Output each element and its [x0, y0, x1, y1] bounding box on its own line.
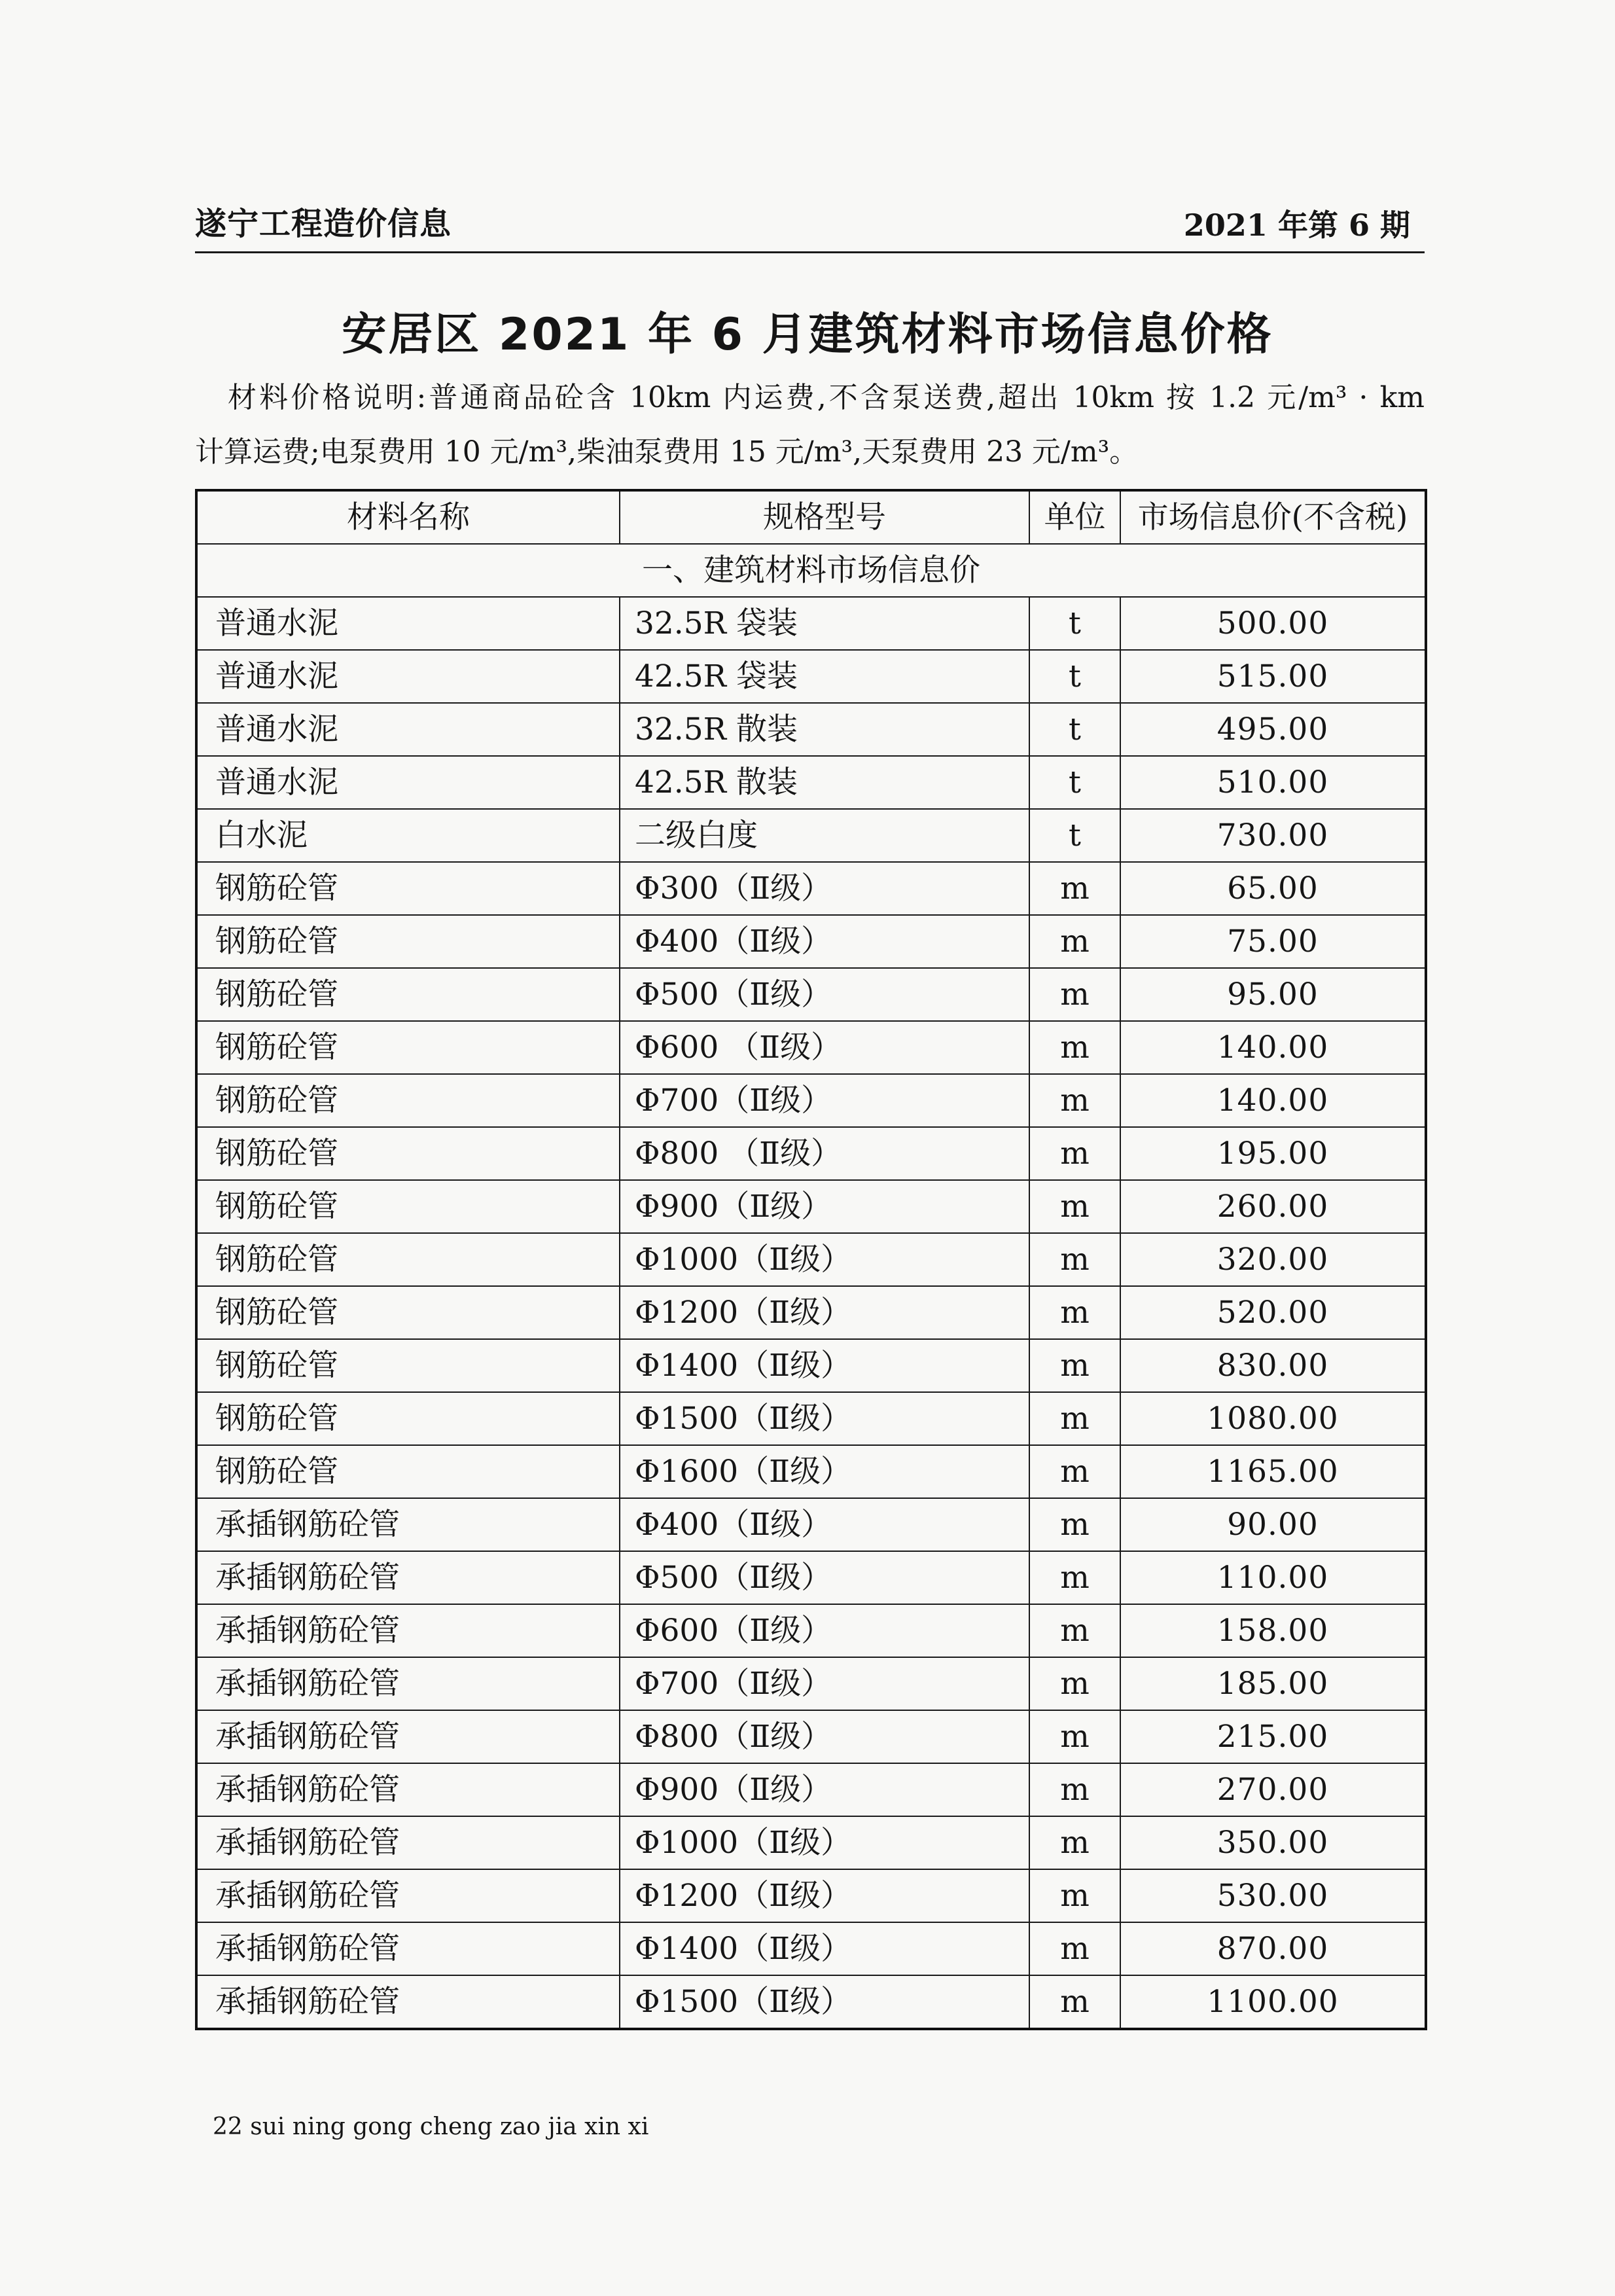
table-row [196, 1180, 1426, 1233]
cell-unit: m [1029, 1657, 1120, 1710]
cell-unit: t [1029, 597, 1120, 650]
cell-unit: t [1029, 650, 1120, 703]
table-row [196, 1869, 1426, 1922]
cell-unit: m [1029, 1498, 1120, 1551]
price-table [195, 489, 1427, 2030]
column-header-unit: 单位 [1029, 490, 1120, 544]
cell-spec: Φ1000（Ⅱ级） [620, 1816, 1029, 1869]
cell-unit: m [1029, 915, 1120, 968]
cell-price: 350.00 [1120, 1816, 1426, 1869]
table-header-row [196, 490, 1426, 544]
table-row [196, 1657, 1426, 1710]
cell-material-name: 钢筋砼管 [196, 968, 620, 1021]
table-row [196, 1445, 1426, 1498]
table-row [196, 1975, 1426, 2029]
cell-spec: Φ700（Ⅱ级） [620, 1074, 1029, 1127]
cell-price: 185.00 [1120, 1657, 1426, 1710]
table-row [196, 1604, 1426, 1657]
cell-spec: Φ1400（Ⅱ级） [620, 1339, 1029, 1392]
cell-price: 1100.00 [1120, 1975, 1426, 2029]
cell-price: 830.00 [1120, 1339, 1426, 1392]
cell-spec: 42.5R 袋装 [620, 650, 1029, 703]
table-row [196, 1922, 1426, 1975]
cell-unit: m [1029, 1392, 1120, 1445]
cell-unit: m [1029, 1922, 1120, 1975]
cell-material-name: 钢筋砼管 [196, 1445, 620, 1498]
section-row [196, 544, 1426, 597]
cell-spec: Φ1600（Ⅱ级） [620, 1445, 1029, 1498]
cell-unit: m [1029, 1180, 1120, 1233]
cell-spec: Φ1000（Ⅱ级） [620, 1233, 1029, 1286]
cell-price: 140.00 [1120, 1074, 1426, 1127]
cell-material-name: 普通水泥 [196, 650, 620, 703]
table-row [196, 1127, 1426, 1180]
cell-unit: m [1029, 1021, 1120, 1074]
cell-price: 495.00 [1120, 703, 1426, 756]
table-row [196, 756, 1426, 809]
cell-spec: Φ700（Ⅱ级） [620, 1657, 1029, 1710]
publication-name: 遂宁工程造价信息 [195, 206, 452, 242]
cell-material-name: 承插钢筋砼管 [196, 1816, 620, 1869]
table-row [196, 1816, 1426, 1869]
cell-unit: m [1029, 1763, 1120, 1816]
cell-material-name: 钢筋砼管 [196, 1233, 620, 1286]
table-row [196, 1233, 1426, 1286]
cell-price: 500.00 [1120, 597, 1426, 650]
table-row [196, 597, 1426, 650]
cell-material-name: 普通水泥 [196, 703, 620, 756]
cell-material-name: 承插钢筋砼管 [196, 1710, 620, 1763]
cell-unit: t [1029, 703, 1120, 756]
header-rule [195, 251, 1425, 253]
cell-spec: Φ800（Ⅱ级） [620, 1710, 1029, 1763]
cell-unit: m [1029, 1710, 1120, 1763]
table-row [196, 862, 1426, 915]
price-note-line1: 材料价格说明:普通商品砼含 10km 内运费,不含泵送费,超出 10km 按 1.2 元/m³ · km [228, 381, 1425, 414]
page-title: 安居区 2021 年 6 月建筑材料市场信息价格 [342, 309, 1273, 361]
cell-material-name: 钢筋砼管 [196, 1074, 620, 1127]
issue-label: 2021 年第 6 期 [1183, 207, 1410, 243]
cell-material-name: 钢筋砼管 [196, 1392, 620, 1445]
cell-price: 270.00 [1120, 1763, 1426, 1816]
table-row [196, 1339, 1426, 1392]
table-row [196, 1551, 1426, 1604]
cell-spec: Φ500（Ⅱ级） [620, 968, 1029, 1021]
table-row [196, 809, 1426, 862]
cell-unit: m [1029, 1816, 1120, 1869]
cell-spec: Φ500（Ⅱ级） [620, 1551, 1029, 1604]
table-row [196, 1498, 1426, 1551]
cell-price: 1165.00 [1120, 1445, 1426, 1498]
cell-spec: 二级白度 [620, 809, 1029, 862]
cell-material-name: 承插钢筋砼管 [196, 1763, 620, 1816]
cell-unit: m [1029, 1286, 1120, 1339]
cell-price: 260.00 [1120, 1180, 1426, 1233]
cell-price: 520.00 [1120, 1286, 1426, 1339]
cell-unit: m [1029, 1975, 1120, 2029]
table-row [196, 1763, 1426, 1816]
cell-price: 730.00 [1120, 809, 1426, 862]
cell-spec: Φ900（Ⅱ级） [620, 1180, 1029, 1233]
page-footer: 22 sui ning gong cheng zao jia xin xi [213, 2113, 649, 2140]
cell-unit: m [1029, 1551, 1120, 1604]
table-body [196, 597, 1426, 2029]
cell-material-name: 承插钢筋砼管 [196, 1975, 620, 2029]
column-header-spec: 规格型号 [620, 490, 1029, 544]
cell-unit: m [1029, 1604, 1120, 1657]
cell-price: 75.00 [1120, 915, 1426, 968]
cell-material-name: 钢筋砼管 [196, 1021, 620, 1074]
cell-material-name: 承插钢筋砼管 [196, 1604, 620, 1657]
cell-price: 870.00 [1120, 1922, 1426, 1975]
cell-spec: Φ600 （Ⅱ级） [620, 1021, 1029, 1074]
table-row [196, 968, 1426, 1021]
cell-price: 515.00 [1120, 650, 1426, 703]
cell-material-name: 钢筋砼管 [196, 1339, 620, 1392]
cell-material-name: 承插钢筋砼管 [196, 1498, 620, 1551]
column-header-material-name: 材料名称 [196, 490, 620, 544]
cell-material-name: 钢筋砼管 [196, 1286, 620, 1339]
cell-material-name: 承插钢筋砼管 [196, 1551, 620, 1604]
cell-unit: m [1029, 1074, 1120, 1127]
cell-spec: Φ1200（Ⅱ级） [620, 1869, 1029, 1922]
cell-spec: Φ1400（Ⅱ级） [620, 1922, 1029, 1975]
cell-material-name: 白水泥 [196, 809, 620, 862]
cell-price: 215.00 [1120, 1710, 1426, 1763]
cell-spec: Φ400（Ⅱ级） [620, 915, 1029, 968]
cell-unit: m [1029, 1127, 1120, 1180]
cell-spec: Φ600（Ⅱ级） [620, 1604, 1029, 1657]
cell-material-name: 普通水泥 [196, 756, 620, 809]
cell-price: 158.00 [1120, 1604, 1426, 1657]
cell-material-name: 承插钢筋砼管 [196, 1922, 620, 1975]
cell-spec: Φ1500（Ⅱ级） [620, 1975, 1029, 2029]
cell-price: 110.00 [1120, 1551, 1426, 1604]
cell-spec: Φ1500（Ⅱ级） [620, 1392, 1029, 1445]
cell-material-name: 钢筋砼管 [196, 862, 620, 915]
cell-unit: m [1029, 1339, 1120, 1392]
cell-unit: m [1029, 1445, 1120, 1498]
cell-price: 90.00 [1120, 1498, 1426, 1551]
cell-price: 1080.00 [1120, 1392, 1426, 1445]
cell-unit: m [1029, 1869, 1120, 1922]
table-row [196, 1392, 1426, 1445]
cell-spec: Φ400（Ⅱ级） [620, 1498, 1029, 1551]
table-row [196, 703, 1426, 756]
cell-unit: m [1029, 862, 1120, 915]
cell-spec: Φ800 （Ⅱ级） [620, 1127, 1029, 1180]
table-row [196, 915, 1426, 968]
cell-material-name: 承插钢筋砼管 [196, 1657, 620, 1710]
cell-spec: Φ900（Ⅱ级） [620, 1763, 1029, 1816]
price-note-line2: 计算运费;电泵费用 10 元/m³,柴油泵费用 15 元/m³,天泵费用 23 元/m³。 [195, 435, 1139, 469]
cell-unit: m [1029, 968, 1120, 1021]
cell-price: 95.00 [1120, 968, 1426, 1021]
cell-price: 65.00 [1120, 862, 1426, 915]
table-row [196, 1021, 1426, 1074]
table-row [196, 650, 1426, 703]
column-header-price: 市场信息价(不含税) [1120, 490, 1426, 544]
cell-price: 510.00 [1120, 756, 1426, 809]
cell-unit: m [1029, 1233, 1120, 1286]
cell-price: 530.00 [1120, 1869, 1426, 1922]
cell-spec: 32.5R 散装 [620, 703, 1029, 756]
cell-price: 195.00 [1120, 1127, 1426, 1180]
table-row [196, 1710, 1426, 1763]
cell-price: 320.00 [1120, 1233, 1426, 1286]
section-title: 一、建筑材料市场信息价 [196, 544, 1426, 597]
table-row [196, 1074, 1426, 1127]
cell-unit: t [1029, 756, 1120, 809]
cell-unit: t [1029, 809, 1120, 862]
cell-spec: 42.5R 散装 [620, 756, 1029, 809]
cell-spec: 32.5R 袋装 [620, 597, 1029, 650]
table-row [196, 1286, 1426, 1339]
cell-material-name: 承插钢筋砼管 [196, 1869, 620, 1922]
cell-spec: Φ1200（Ⅱ级） [620, 1286, 1029, 1339]
cell-spec: Φ300（Ⅱ级） [620, 862, 1029, 915]
cell-material-name: 钢筋砼管 [196, 1180, 620, 1233]
cell-material-name: 钢筋砼管 [196, 1127, 620, 1180]
cell-material-name: 普通水泥 [196, 597, 620, 650]
cell-price: 140.00 [1120, 1021, 1426, 1074]
cell-material-name: 钢筋砼管 [196, 915, 620, 968]
